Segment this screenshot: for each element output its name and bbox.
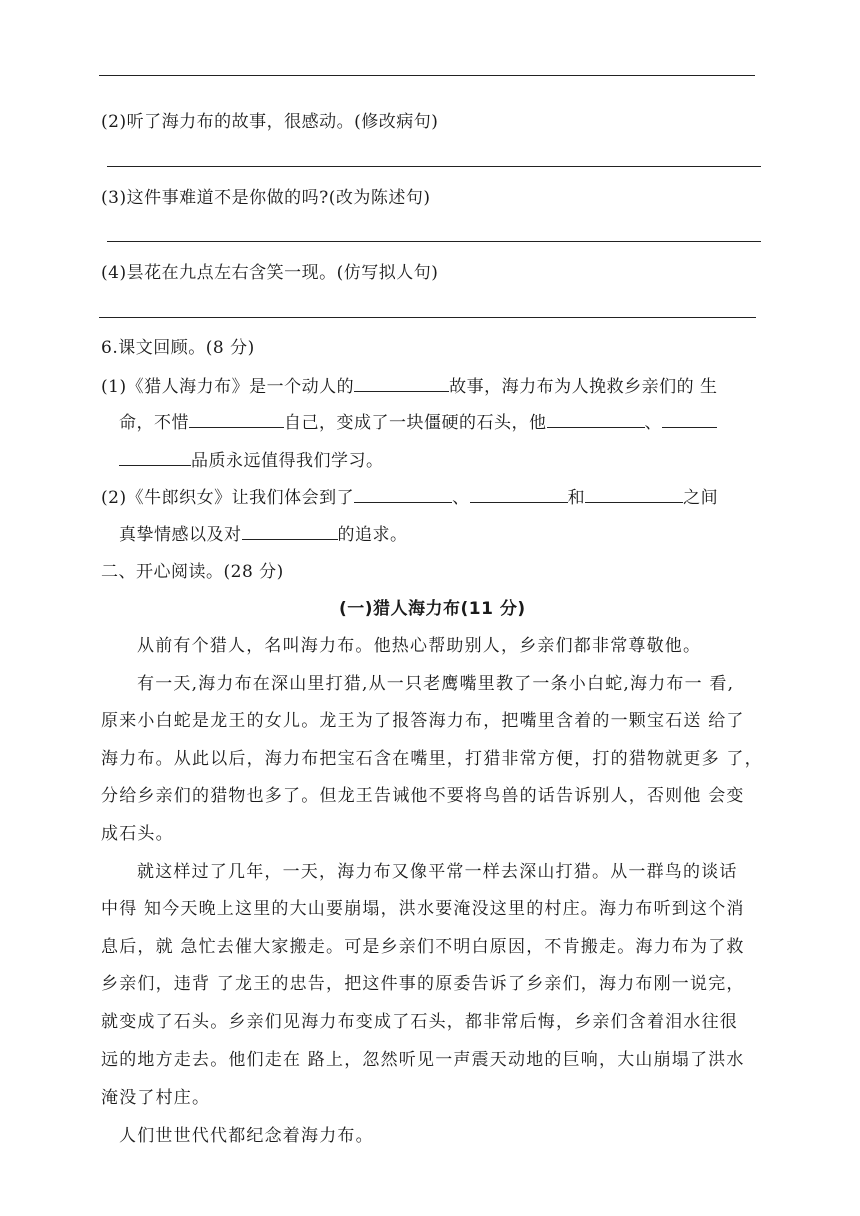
passage-line: 有一天,海力布在深山里打猎,从一只老鹰嘴里教了一条小白蛇,海力布一 看, — [137, 674, 735, 694]
question-4: (4)昙花在九点左右含笑一现。(仿写拟人句) — [101, 263, 439, 283]
fill-blank[interactable] — [242, 523, 338, 540]
passage-title: (一)猎人海力布(11 分) — [339, 599, 526, 619]
answer-line[interactable] — [107, 241, 761, 242]
review-item-1-line-2 — [119, 411, 717, 434]
fill-blank[interactable] — [585, 486, 683, 503]
passage-line: 乡亲们，违背 了龙王的忠告，把这件事的原委告诉了乡亲们，海力布刚一说完， — [101, 974, 745, 994]
passage-line: 淹没了村庄。 — [101, 1088, 211, 1108]
passage-line: 远的地方走去。他们走在 路上，忽然听见一声震天动地的巨响，大山崩塌了洪水 — [101, 1050, 745, 1070]
passage-line: 中得 知今天晚上这里的大山要崩塌，洪水要淹没这里的村庄。海力布听到这个消 — [101, 899, 745, 919]
text: 的追求。 — [337, 525, 408, 545]
section-2-heading: 二、开心阅读。(28 分) — [101, 562, 284, 582]
passage-line: 就变成了石头。乡亲们见海力布变成了石头，都非常后悔，乡亲们含着泪水往很 — [101, 1012, 738, 1032]
fill-blank[interactable] — [189, 411, 284, 428]
passage-line: 海力布。从此以后，海力布把宝石含在嘴里，打猎非常方便，打的猎物就更多 了， — [101, 749, 763, 769]
passage-line: 原来小白蛇是龙王的女儿。龙王为了报答海力布，把嘴里含着的一颗宝石送 给了 — [101, 711, 745, 731]
text: 和 — [567, 488, 586, 508]
text: 、 — [452, 488, 470, 508]
passage-line: 从前有个猎人，名叫海力布。他热心帮助别人，乡亲们都非常尊敬他。 — [137, 636, 702, 656]
answer-line[interactable] — [99, 317, 756, 318]
text: 品质永远值得我们学习。 — [191, 451, 384, 471]
section-6-heading: 6.课文回顾。(8 分) — [101, 338, 255, 358]
review-item-2-line-2 — [119, 523, 408, 546]
fill-blank[interactable] — [354, 486, 452, 503]
answer-line[interactable] — [107, 166, 761, 167]
text: (2)《牛郎织女》让我们体会到了 — [101, 488, 355, 508]
passage-line: 就这样过了几年，一天，海力布又像平常一样去深山打猎。从一群鸟的谈话 — [137, 862, 738, 882]
text: 自己，变成了一块僵硬的石头，他 — [284, 413, 547, 433]
review-item-2-line-1 — [101, 486, 718, 509]
fill-blank[interactable] — [470, 486, 568, 503]
review-item-1-line-1 — [101, 375, 718, 398]
passage-line: 成石头。 — [101, 824, 174, 844]
text: 真挚情感以及对 — [119, 525, 242, 545]
passage-line: 息后，就 急忙去催大家搬走。可是乡亲们不明白原因，不肯搬走。海力布为了救 — [101, 937, 745, 957]
question-2: (2)听了海力布的故事，很感动。(修改病句) — [101, 112, 439, 132]
text: 之间 — [683, 488, 719, 508]
passage-line: 人们世世代代都纪念着海力布。 — [119, 1126, 374, 1146]
text: 、 — [644, 413, 662, 433]
text: 命，不惜 — [119, 413, 189, 433]
question-3: (3)这件事难道不是你做的吗?(改为陈述句) — [101, 188, 431, 208]
fill-blank[interactable] — [662, 411, 717, 428]
text: 故事，海力布为人挽救乡亲们的 生 — [449, 377, 718, 397]
answer-line[interactable] — [99, 75, 755, 76]
review-item-1-line-3 — [119, 449, 384, 472]
fill-blank[interactable] — [547, 411, 645, 428]
fill-blank[interactable] — [119, 449, 191, 466]
fill-blank[interactable] — [354, 375, 449, 392]
text: (1)《猎人海力布》是一个动人的 — [101, 377, 355, 397]
passage-line: 分给乡亲们的猎物也多了。但龙王告诫他不要将鸟兽的话告诉别人，否则他 会变 — [101, 786, 745, 806]
